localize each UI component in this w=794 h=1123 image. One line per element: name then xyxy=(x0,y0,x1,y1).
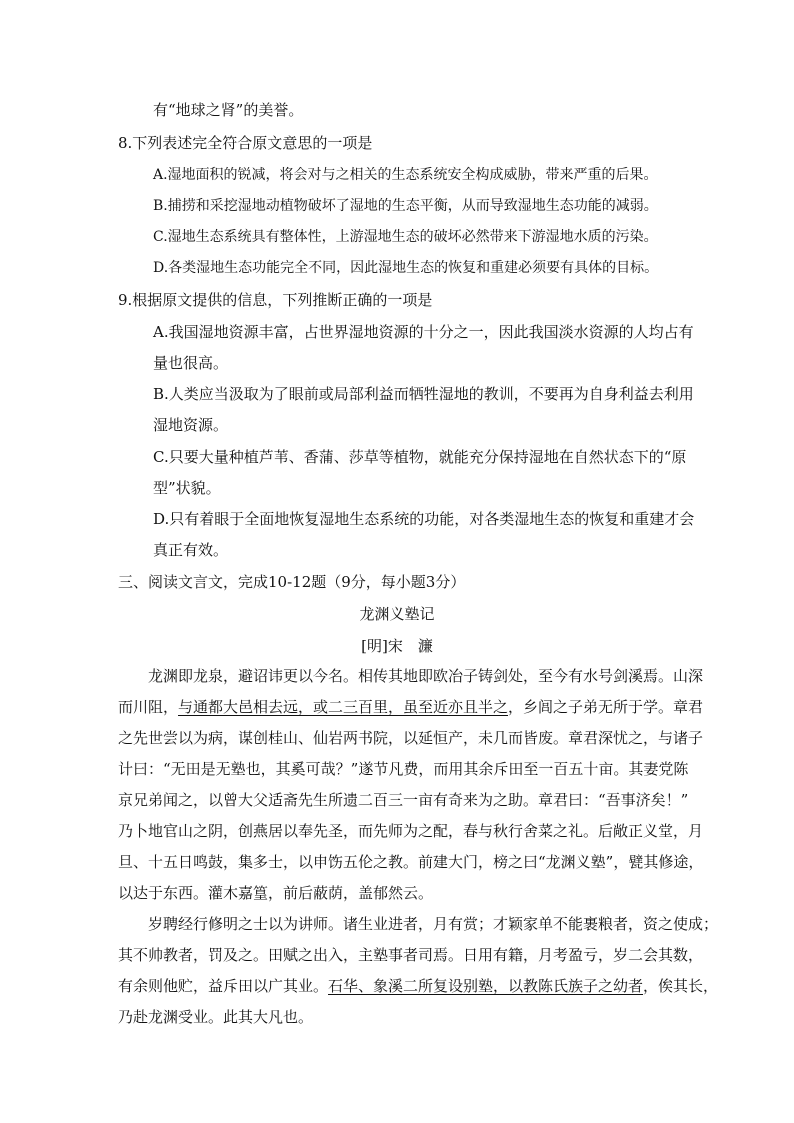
option-a: A.湿地面积的锐减，将会对与之相关的生态系统安全构成威胁，带来严重的后果。 xyxy=(153,167,658,183)
underlined-sentence: 与通都大邑相去远，或二三百里，虽至近亦且半之 xyxy=(178,698,509,716)
text-line xyxy=(118,976,718,996)
text-line: 其不帅教者，罚及之。田赋之出入，主塾事者司焉。日用有籍，月考盈亏，岁二会其数， xyxy=(118,946,704,964)
text-line: 以达于东西。灌木嘉篁，前后蔽荫，盖郁然云。 xyxy=(118,884,434,902)
section-heading: 三、阅读文言文，完成10-12题（9分，每小题3分） xyxy=(118,573,466,591)
option-a-line1: A.我国湿地资源丰富，占世界湿地资源的十分之一，因此我国淡水资源的人均占有 xyxy=(153,323,694,341)
option-d-line1: D.只有着眼于全面地恢复湿地生态系统的功能，对各类湿地生态的恢复和重建才会 xyxy=(153,510,695,528)
text-line: 乃赴龙渊受业。此其大凡也。 xyxy=(118,1008,314,1026)
option-c-line2: 型”状貌。 xyxy=(153,479,221,497)
text-line: 龙渊即龙泉，避诏讳更以今名。相传其地即欧冶子铸剑处，至今有水号剑溪焉。山深 xyxy=(148,667,704,685)
text-line: 岁聘经行修明之士以为讲师。诸生业进者，月有赏；才颖家单不能裹粮者，资之使成； xyxy=(148,915,719,933)
text-segment: 有余则他贮，益斥田以广其业。 xyxy=(118,977,329,995)
text-segment: ，俟其长， xyxy=(643,977,719,995)
option-d: D.各类湿地生态功能完全不同，因此湿地生态的恢复和重建必须要有具体的目标。 xyxy=(153,260,659,276)
essay-title: 龙渊义塾记 xyxy=(359,605,435,623)
option-b-line2: 湿地资源。 xyxy=(153,416,229,434)
option-b-line1: B.人类应当汲取为了眼前或局部利益而牺牲湿地的教训，不要再为自身利益去利用 xyxy=(153,385,694,403)
option-c-line1: C.只要大量种植芦苇、香蒲、莎草等植物，就能充分保持湿地在自然状态下的“原 xyxy=(153,448,687,466)
option-a-line2: 量也很高。 xyxy=(153,354,229,372)
option-c: C.湿地生态系统具有整体性，上游湿地生态的破坏必然带来下游湿地水质的污染。 xyxy=(153,229,658,245)
text-line: 乃卜地官山之阴，创燕居以奉先圣，而先师为之配，春与秋行舍菜之礼。后敞正义堂，月 xyxy=(118,822,704,840)
text-line: 之先世尝以为病，谋创桂山、仙岩两书院，以延恒产，未几而皆废。章君深忧之，与诸子 xyxy=(118,729,704,747)
text-segment: ，乡闾之子弟无所于学。章君 xyxy=(508,698,704,716)
text-segment: 而川阻， xyxy=(118,698,179,716)
text-line: 计曰：“无田是无塾也，其奚可哉？”遂节凡费，而用其余斥田至一百五十亩。其妻党陈 xyxy=(118,760,689,778)
text-line xyxy=(118,697,703,717)
text-line: 旦、十五日鸣鼓，集多士，以申饬五伦之教。前建大门，榜之曰“龙渊义塾”，甓其修途， xyxy=(118,853,704,871)
essay-author: [明]宋 濂 xyxy=(361,637,433,655)
question-stem: 8.下列表述完全符合原文意思的一项是 xyxy=(118,134,373,152)
option-d-line2: 真正有效。 xyxy=(153,541,229,559)
previous-paragraph-tail: 有“地球之肾”的美誉。 xyxy=(153,101,304,119)
option-b: B.捕捞和采挖湿地动植物破坏了湿地的生态平衡，从而导致湿地生态功能的减弱。 xyxy=(153,198,658,214)
text-line: 京兄弟闻之，以曾大父适斋先生所遗二百三一亩有奇来为之助。章君曰：“吾事济矣！” xyxy=(118,791,689,809)
underlined-sentence: 石华、象溪二所复设别塾，以教陈氏族子之幼者 xyxy=(328,977,644,995)
question-stem: 9.根据原文提供的信息，下列推断正确的一项是 xyxy=(118,291,433,309)
